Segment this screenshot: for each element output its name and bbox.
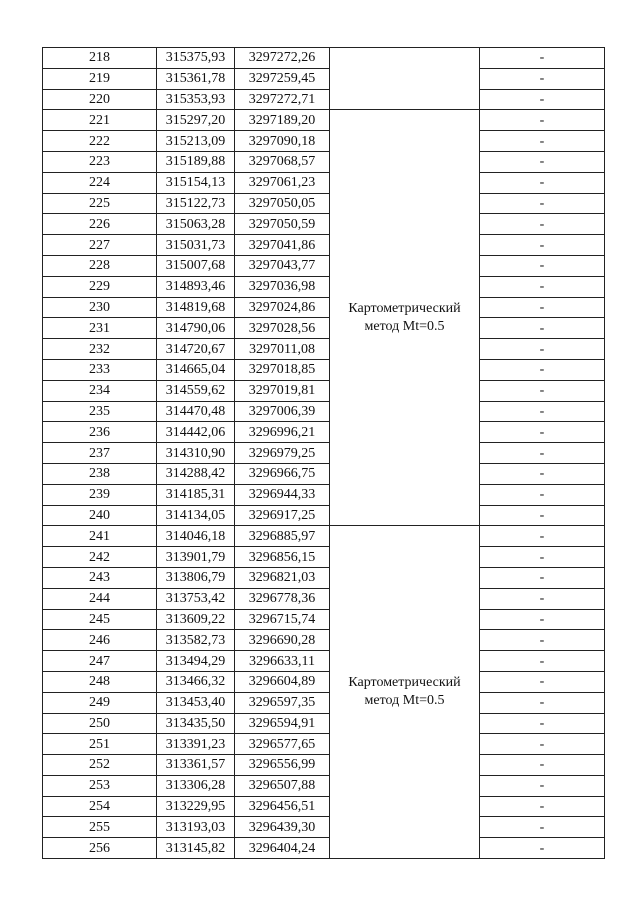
point-number-cell: 247 bbox=[43, 651, 157, 672]
point-number-cell: 235 bbox=[43, 401, 157, 422]
accuracy-cell: - bbox=[480, 651, 605, 672]
y-coordinate-cell: 3296507,88 bbox=[235, 775, 330, 796]
accuracy-cell: - bbox=[480, 110, 605, 131]
x-coordinate-cell: 313901,79 bbox=[157, 547, 235, 568]
point-number-cell: 234 bbox=[43, 380, 157, 401]
y-coordinate-cell: 3296979,25 bbox=[235, 443, 330, 464]
x-coordinate-cell: 315031,73 bbox=[157, 235, 235, 256]
y-coordinate-cell: 3297041,86 bbox=[235, 235, 330, 256]
accuracy-cell: - bbox=[480, 755, 605, 776]
table-row bbox=[43, 110, 605, 131]
x-coordinate-cell: 313806,79 bbox=[157, 567, 235, 588]
table-row bbox=[43, 505, 605, 526]
x-coordinate-cell: 314288,42 bbox=[157, 463, 235, 484]
accuracy-cell: - bbox=[480, 422, 605, 443]
y-coordinate-cell: 3296597,35 bbox=[235, 692, 330, 713]
table-row bbox=[43, 359, 605, 380]
table-row bbox=[43, 547, 605, 568]
accuracy-cell: - bbox=[480, 547, 605, 568]
point-number-cell: 239 bbox=[43, 484, 157, 505]
table-row bbox=[43, 796, 605, 817]
accuracy-cell: - bbox=[480, 630, 605, 651]
x-coordinate-cell: 313435,50 bbox=[157, 713, 235, 734]
accuracy-cell: - bbox=[480, 131, 605, 152]
accuracy-cell: - bbox=[480, 817, 605, 838]
table-row bbox=[43, 463, 605, 484]
y-coordinate-cell: 3297068,57 bbox=[235, 151, 330, 172]
table-row bbox=[43, 588, 605, 609]
table-row bbox=[43, 422, 605, 443]
accuracy-cell: - bbox=[480, 255, 605, 276]
accuracy-cell: - bbox=[480, 526, 605, 547]
x-coordinate-cell: 315189,88 bbox=[157, 151, 235, 172]
point-number-cell: 220 bbox=[43, 89, 157, 110]
y-coordinate-cell: 3297050,59 bbox=[235, 214, 330, 235]
point-number-cell: 232 bbox=[43, 339, 157, 360]
y-coordinate-cell: 3296556,99 bbox=[235, 755, 330, 776]
y-coordinate-cell: 3296715,74 bbox=[235, 609, 330, 630]
accuracy-cell: - bbox=[480, 609, 605, 630]
point-number-cell: 255 bbox=[43, 817, 157, 838]
table-row bbox=[43, 297, 605, 318]
accuracy-cell: - bbox=[480, 443, 605, 464]
x-coordinate-cell: 315361,78 bbox=[157, 68, 235, 89]
x-coordinate-cell: 313193,03 bbox=[157, 817, 235, 838]
table-row bbox=[43, 775, 605, 796]
y-coordinate-cell: 3296604,89 bbox=[235, 671, 330, 692]
accuracy-cell: - bbox=[480, 68, 605, 89]
x-coordinate-cell: 315063,28 bbox=[157, 214, 235, 235]
point-number-cell: 224 bbox=[43, 172, 157, 193]
table-row bbox=[43, 713, 605, 734]
coordinates-table bbox=[42, 47, 605, 859]
x-coordinate-cell: 313609,22 bbox=[157, 609, 235, 630]
x-coordinate-cell: 313494,29 bbox=[157, 651, 235, 672]
point-number-cell: 228 bbox=[43, 255, 157, 276]
y-coordinate-cell: 3296944,33 bbox=[235, 484, 330, 505]
x-coordinate-cell: 314310,90 bbox=[157, 443, 235, 464]
method-cell bbox=[330, 48, 480, 110]
table-row bbox=[43, 443, 605, 464]
y-coordinate-cell: 3297024,86 bbox=[235, 297, 330, 318]
x-coordinate-cell: 313361,57 bbox=[157, 755, 235, 776]
accuracy-cell: - bbox=[480, 588, 605, 609]
point-number-cell: 249 bbox=[43, 692, 157, 713]
point-number-cell: 254 bbox=[43, 796, 157, 817]
accuracy-cell: - bbox=[480, 214, 605, 235]
point-number-cell: 240 bbox=[43, 505, 157, 526]
accuracy-cell: - bbox=[480, 297, 605, 318]
accuracy-cell: - bbox=[480, 380, 605, 401]
point-number-cell: 219 bbox=[43, 68, 157, 89]
x-coordinate-cell: 314559,62 bbox=[157, 380, 235, 401]
point-number-cell: 238 bbox=[43, 463, 157, 484]
accuracy-cell: - bbox=[480, 734, 605, 755]
point-number-cell: 251 bbox=[43, 734, 157, 755]
y-coordinate-cell: 3297050,05 bbox=[235, 193, 330, 214]
point-number-cell: 225 bbox=[43, 193, 157, 214]
table-row bbox=[43, 692, 605, 713]
x-coordinate-cell: 315297,20 bbox=[157, 110, 235, 131]
y-coordinate-cell: 3297036,98 bbox=[235, 276, 330, 297]
table-row bbox=[43, 484, 605, 505]
y-coordinate-cell: 3296690,28 bbox=[235, 630, 330, 651]
point-number-cell: 218 bbox=[43, 48, 157, 69]
accuracy-cell: - bbox=[480, 89, 605, 110]
table-row bbox=[43, 526, 605, 547]
point-number-cell: 221 bbox=[43, 110, 157, 131]
table-row bbox=[43, 172, 605, 193]
table-row bbox=[43, 193, 605, 214]
table-row bbox=[43, 151, 605, 172]
table-row bbox=[43, 255, 605, 276]
y-coordinate-cell: 3296778,36 bbox=[235, 588, 330, 609]
point-number-cell: 222 bbox=[43, 131, 157, 152]
point-number-cell: 243 bbox=[43, 567, 157, 588]
x-coordinate-cell: 315154,13 bbox=[157, 172, 235, 193]
y-coordinate-cell: 3297043,77 bbox=[235, 255, 330, 276]
table-row bbox=[43, 671, 605, 692]
point-number-cell: 226 bbox=[43, 214, 157, 235]
x-coordinate-cell: 314893,46 bbox=[157, 276, 235, 297]
accuracy-cell: - bbox=[480, 359, 605, 380]
accuracy-cell: - bbox=[480, 505, 605, 526]
point-number-cell: 248 bbox=[43, 671, 157, 692]
table-row bbox=[43, 651, 605, 672]
table-row bbox=[43, 401, 605, 422]
table-row bbox=[43, 755, 605, 776]
y-coordinate-cell: 3296577,65 bbox=[235, 734, 330, 755]
y-coordinate-cell: 3296456,51 bbox=[235, 796, 330, 817]
point-number-cell: 253 bbox=[43, 775, 157, 796]
point-number-cell: 230 bbox=[43, 297, 157, 318]
table-row bbox=[43, 131, 605, 152]
y-coordinate-cell: 3296966,75 bbox=[235, 463, 330, 484]
point-number-cell: 231 bbox=[43, 318, 157, 339]
point-number-cell: 236 bbox=[43, 422, 157, 443]
table-row bbox=[43, 89, 605, 110]
y-coordinate-cell: 3297019,81 bbox=[235, 380, 330, 401]
accuracy-cell: - bbox=[480, 401, 605, 422]
accuracy-cell: - bbox=[480, 567, 605, 588]
accuracy-cell: - bbox=[480, 339, 605, 360]
table-row bbox=[43, 318, 605, 339]
y-coordinate-cell: 3297061,23 bbox=[235, 172, 330, 193]
x-coordinate-cell: 315353,93 bbox=[157, 89, 235, 110]
table-row bbox=[43, 838, 605, 859]
y-coordinate-cell: 3296594,91 bbox=[235, 713, 330, 734]
point-number-cell: 229 bbox=[43, 276, 157, 297]
x-coordinate-cell: 315375,93 bbox=[157, 48, 235, 69]
y-coordinate-cell: 3296885,97 bbox=[235, 526, 330, 547]
accuracy-cell: - bbox=[480, 48, 605, 69]
x-coordinate-cell: 313145,82 bbox=[157, 838, 235, 859]
table-row bbox=[43, 630, 605, 651]
y-coordinate-cell: 3297272,71 bbox=[235, 89, 330, 110]
y-coordinate-cell: 3296633,11 bbox=[235, 651, 330, 672]
accuracy-cell: - bbox=[480, 775, 605, 796]
accuracy-cell: - bbox=[480, 276, 605, 297]
table-row bbox=[43, 235, 605, 256]
y-coordinate-cell: 3296917,25 bbox=[235, 505, 330, 526]
accuracy-cell: - bbox=[480, 463, 605, 484]
y-coordinate-cell: 3296439,30 bbox=[235, 817, 330, 838]
x-coordinate-cell: 313391,23 bbox=[157, 734, 235, 755]
y-coordinate-cell: 3296996,21 bbox=[235, 422, 330, 443]
table-row bbox=[43, 609, 605, 630]
point-number-cell: 242 bbox=[43, 547, 157, 568]
y-coordinate-cell: 3297090,18 bbox=[235, 131, 330, 152]
table-row bbox=[43, 214, 605, 235]
accuracy-cell: - bbox=[480, 796, 605, 817]
x-coordinate-cell: 314720,67 bbox=[157, 339, 235, 360]
x-coordinate-cell: 313466,32 bbox=[157, 671, 235, 692]
x-coordinate-cell: 314185,31 bbox=[157, 484, 235, 505]
y-coordinate-cell: 3297028,56 bbox=[235, 318, 330, 339]
point-number-cell: 233 bbox=[43, 359, 157, 380]
coordinates-table-body bbox=[43, 48, 605, 859]
x-coordinate-cell: 314470,48 bbox=[157, 401, 235, 422]
table-row bbox=[43, 68, 605, 89]
y-coordinate-cell: 3297259,45 bbox=[235, 68, 330, 89]
point-number-cell: 237 bbox=[43, 443, 157, 464]
y-coordinate-cell: 3297018,85 bbox=[235, 359, 330, 380]
point-number-cell: 241 bbox=[43, 526, 157, 547]
y-coordinate-cell: 3296821,03 bbox=[235, 567, 330, 588]
point-number-cell: 256 bbox=[43, 838, 157, 859]
accuracy-cell: - bbox=[480, 484, 605, 505]
y-coordinate-cell: 3296404,24 bbox=[235, 838, 330, 859]
accuracy-cell: - bbox=[480, 151, 605, 172]
point-number-cell: 227 bbox=[43, 235, 157, 256]
x-coordinate-cell: 313453,40 bbox=[157, 692, 235, 713]
point-number-cell: 223 bbox=[43, 151, 157, 172]
method-cell: Картометрический метод Mt=0.5 bbox=[330, 526, 480, 859]
x-coordinate-cell: 313753,42 bbox=[157, 588, 235, 609]
accuracy-cell: - bbox=[480, 235, 605, 256]
y-coordinate-cell: 3297189,20 bbox=[235, 110, 330, 131]
point-number-cell: 252 bbox=[43, 755, 157, 776]
x-coordinate-cell: 313229,95 bbox=[157, 796, 235, 817]
x-coordinate-cell: 314665,04 bbox=[157, 359, 235, 380]
accuracy-cell: - bbox=[480, 692, 605, 713]
table-row bbox=[43, 339, 605, 360]
x-coordinate-cell: 313306,28 bbox=[157, 775, 235, 796]
accuracy-cell: - bbox=[480, 193, 605, 214]
table-row bbox=[43, 567, 605, 588]
table-row bbox=[43, 276, 605, 297]
accuracy-cell: - bbox=[480, 713, 605, 734]
x-coordinate-cell: 314046,18 bbox=[157, 526, 235, 547]
table-row bbox=[43, 380, 605, 401]
point-number-cell: 245 bbox=[43, 609, 157, 630]
x-coordinate-cell: 315122,73 bbox=[157, 193, 235, 214]
accuracy-cell: - bbox=[480, 172, 605, 193]
x-coordinate-cell: 315213,09 bbox=[157, 131, 235, 152]
x-coordinate-cell: 315007,68 bbox=[157, 255, 235, 276]
point-number-cell: 250 bbox=[43, 713, 157, 734]
x-coordinate-cell: 314790,06 bbox=[157, 318, 235, 339]
x-coordinate-cell: 314134,05 bbox=[157, 505, 235, 526]
x-coordinate-cell: 314442,06 bbox=[157, 422, 235, 443]
accuracy-cell: - bbox=[480, 318, 605, 339]
y-coordinate-cell: 3296856,15 bbox=[235, 547, 330, 568]
y-coordinate-cell: 3297011,08 bbox=[235, 339, 330, 360]
y-coordinate-cell: 3297006,39 bbox=[235, 401, 330, 422]
table-row bbox=[43, 734, 605, 755]
y-coordinate-cell: 3297272,26 bbox=[235, 48, 330, 69]
accuracy-cell: - bbox=[480, 838, 605, 859]
x-coordinate-cell: 313582,73 bbox=[157, 630, 235, 651]
point-number-cell: 246 bbox=[43, 630, 157, 651]
accuracy-cell: - bbox=[480, 671, 605, 692]
point-number-cell: 244 bbox=[43, 588, 157, 609]
x-coordinate-cell: 314819,68 bbox=[157, 297, 235, 318]
table-row bbox=[43, 817, 605, 838]
table-row bbox=[43, 48, 605, 69]
method-cell: Картометрический метод Mt=0.5 bbox=[330, 110, 480, 526]
